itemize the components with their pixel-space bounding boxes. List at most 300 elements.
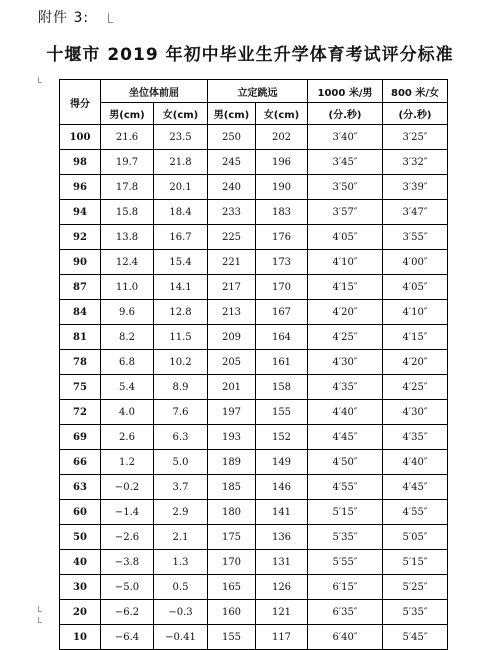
cell-value: 185 <box>221 481 242 493</box>
cell-value: 4′00″ <box>402 256 428 268</box>
sit-reach-header: 坐位体前屈 <box>101 80 208 103</box>
score-cell <box>60 400 101 425</box>
cell-value: 175 <box>221 531 242 543</box>
cell-value: 100 <box>69 131 91 143</box>
table-row <box>60 450 448 475</box>
run-1000-cell <box>308 200 383 225</box>
cell-value: 176 <box>271 231 292 243</box>
cell-value: 4′15″ <box>332 281 358 293</box>
cell-value: 167 <box>271 306 292 318</box>
cell-value: 155 <box>221 631 242 643</box>
table-row <box>60 625 448 650</box>
score-cell <box>60 375 101 400</box>
cell-value: 4′10″ <box>332 256 358 268</box>
cell-value: 201 <box>221 381 242 393</box>
run-1000-cell <box>308 225 383 250</box>
long-jump-female-cell <box>256 475 308 500</box>
long-jump-male-cell <box>208 300 256 325</box>
sit-reach-female-cell <box>154 200 208 225</box>
cell-value: 117 <box>271 631 292 643</box>
table-row <box>60 175 448 200</box>
long-jump-male-cell <box>208 400 256 425</box>
cell-value: 126 <box>271 581 292 593</box>
cell-value: 6.3 <box>172 431 189 443</box>
cell-value: 217 <box>221 281 242 293</box>
cell-value: 213 <box>221 306 242 318</box>
run-800-cell <box>383 125 448 150</box>
run-1000-cell <box>308 250 383 275</box>
score-cell <box>60 575 101 600</box>
long-jump-male-cell <box>208 375 256 400</box>
run-800-cell <box>383 250 448 275</box>
cell-value: 92 <box>73 231 87 243</box>
cell-value: 23.5 <box>169 131 192 143</box>
cell-value: 17.8 <box>115 181 139 193</box>
cell-value: 63 <box>73 481 87 493</box>
long-jump-header: 立定跳远 <box>208 80 308 103</box>
long-jump-male-cell <box>208 625 256 650</box>
run-800-cell <box>383 375 448 400</box>
sit-reach-female-cell <box>154 575 208 600</box>
cell-value: 4′15″ <box>402 331 428 343</box>
run-800-cell <box>383 575 448 600</box>
sit-reach-female-cell <box>154 325 208 350</box>
long-jump-female-header: 女(cm) <box>256 103 308 125</box>
cell-value: 0.5 <box>172 581 189 593</box>
long-jump-female-cell <box>256 275 308 300</box>
run-800-cell <box>383 600 448 625</box>
cell-value: 21.6 <box>115 131 139 143</box>
sit-reach-male-cell <box>101 150 154 175</box>
table-row <box>60 250 448 275</box>
cell-value: 6′35″ <box>332 606 358 618</box>
cell-value: 6.8 <box>119 356 135 368</box>
cell-value: 4′20″ <box>332 306 358 318</box>
cell-value: 21.8 <box>169 156 192 168</box>
sit-reach-female-cell <box>154 250 208 275</box>
long-jump-female-cell <box>256 150 308 175</box>
cell-value: 4′45″ <box>402 481 428 493</box>
cell-value: 20 <box>73 606 87 618</box>
cell-value: 131 <box>271 556 292 568</box>
cell-value: 158 <box>271 381 292 393</box>
long-jump-female-cell <box>256 300 308 325</box>
cell-value: 14.1 <box>169 281 192 293</box>
cell-value: 190 <box>271 181 292 193</box>
cell-value: 155 <box>271 406 292 418</box>
cell-value: 16.7 <box>169 231 192 243</box>
sit-reach-male-cell <box>101 325 154 350</box>
sit-reach-female-cell <box>154 475 208 500</box>
cell-value: 4′35″ <box>402 431 428 443</box>
sit-reach-female-cell <box>154 550 208 575</box>
cell-value: 4′30″ <box>332 356 358 368</box>
cell-value: 78 <box>73 356 87 368</box>
attachment-label: 附件 3: <box>38 10 90 26</box>
cell-value: −1.4 <box>114 506 140 518</box>
cell-value: 4′25″ <box>332 331 358 343</box>
sit-reach-male-cell <box>101 300 154 325</box>
sit-reach-female-cell <box>154 600 208 625</box>
score-cell <box>60 475 101 500</box>
score-cell <box>60 275 101 300</box>
cell-value: 8.2 <box>119 331 135 343</box>
cell-value: 94 <box>73 206 87 218</box>
table-row <box>60 500 448 525</box>
sit-reach-male-cell <box>101 175 154 200</box>
cell-value: 4′55″ <box>402 506 428 518</box>
cell-value: 98 <box>73 156 87 168</box>
sit-reach-female-cell <box>154 525 208 550</box>
long-jump-male-cell <box>208 175 256 200</box>
run-1000-cell <box>308 375 383 400</box>
cell-value: 121 <box>271 606 292 618</box>
cell-value: 161 <box>271 356 292 368</box>
table-row <box>60 600 448 625</box>
cell-value: 18.4 <box>169 206 192 218</box>
long-jump-male-cell <box>208 600 256 625</box>
cell-value: 197 <box>221 406 242 418</box>
long-jump-male-cell <box>208 575 256 600</box>
cell-value: −0.41 <box>165 631 196 643</box>
run-800-cell <box>383 325 448 350</box>
paragraph-mark <box>38 606 42 612</box>
cell-value: 146 <box>271 481 292 493</box>
long-jump-male-cell <box>208 500 256 525</box>
score-cell <box>60 175 101 200</box>
run-1000-cell <box>308 525 383 550</box>
score-cell <box>60 450 101 475</box>
run-1000-cell <box>308 575 383 600</box>
sit-reach-female-cell <box>154 300 208 325</box>
cell-value: 3.7 <box>172 481 189 493</box>
cell-value: 3′50″ <box>332 181 358 193</box>
cell-value: 5′55″ <box>332 556 358 568</box>
cell-value: 4′55″ <box>332 481 358 493</box>
cell-value: 10.2 <box>169 356 192 368</box>
table-row <box>60 575 448 600</box>
cell-value: 193 <box>221 431 242 443</box>
long-jump-male-cell <box>208 525 256 550</box>
cell-value: 221 <box>221 256 242 268</box>
cell-value: 6′15″ <box>332 581 358 593</box>
run-800-cell <box>383 475 448 500</box>
run-800-cell <box>383 350 448 375</box>
cell-value: 66 <box>73 456 87 468</box>
sit-reach-female-cell <box>154 625 208 650</box>
table-row <box>60 125 448 150</box>
cell-value: 2.1 <box>172 531 189 543</box>
score-cell <box>60 225 101 250</box>
cell-value: 6′40″ <box>332 631 358 643</box>
sit-reach-female-cell <box>154 150 208 175</box>
cell-value: 96 <box>73 181 87 193</box>
score-cell <box>60 325 101 350</box>
cell-value: 225 <box>221 231 242 243</box>
long-jump-female-cell <box>256 250 308 275</box>
cell-value: 149 <box>271 456 292 468</box>
run-800-cell <box>383 150 448 175</box>
run-1000-cell <box>308 325 383 350</box>
long-jump-male-cell <box>208 550 256 575</box>
cell-value: 20.1 <box>169 181 192 193</box>
long-jump-female-cell <box>256 125 308 150</box>
score-cell <box>60 525 101 550</box>
cell-value: 5′35″ <box>332 531 358 543</box>
table-row <box>60 200 448 225</box>
cell-value: 183 <box>271 206 292 218</box>
sit-reach-female-cell <box>154 275 208 300</box>
score-cell <box>60 250 101 275</box>
long-jump-female-cell <box>256 175 308 200</box>
cell-value: 170 <box>221 556 242 568</box>
cell-value: 5′45″ <box>402 631 428 643</box>
table-row <box>60 350 448 375</box>
run-800-cell <box>383 525 448 550</box>
sit-reach-female-cell <box>154 350 208 375</box>
score-table-body <box>60 125 448 650</box>
long-jump-female-cell <box>256 375 308 400</box>
sit-reach-female-header: 女(cm) <box>154 103 208 125</box>
sit-reach-male-cell <box>101 350 154 375</box>
long-jump-male-cell <box>208 450 256 475</box>
cell-value: 4′40″ <box>332 406 358 418</box>
run-800-unit-header: (分.秒) <box>383 103 448 125</box>
run-800-cell <box>383 625 448 650</box>
cell-value: −0.2 <box>114 481 140 493</box>
sit-reach-female-cell <box>154 400 208 425</box>
cell-value: 87 <box>73 281 87 293</box>
cell-value: 12.8 <box>169 306 192 318</box>
cell-value: 3′25″ <box>402 131 428 143</box>
sit-reach-male-cell <box>101 550 154 575</box>
run-1000-cell <box>308 400 383 425</box>
cell-value: 3′40″ <box>332 131 358 143</box>
cell-value: −3.8 <box>114 556 140 568</box>
cell-value: 205 <box>221 356 242 368</box>
run-1000-unit-header: (分.秒) <box>308 103 383 125</box>
run-800-cell <box>383 450 448 475</box>
long-jump-female-cell <box>256 350 308 375</box>
table-row <box>60 400 448 425</box>
sit-reach-male-cell <box>101 575 154 600</box>
table-row <box>60 300 448 325</box>
sit-reach-male-cell <box>101 525 154 550</box>
cell-value: 170 <box>271 281 292 293</box>
long-jump-male-cell <box>208 325 256 350</box>
run-800-cell <box>383 275 448 300</box>
cell-value: 3′55″ <box>402 231 428 243</box>
sit-reach-male-cell <box>101 200 154 225</box>
sit-reach-male-header: 男(cm) <box>101 103 154 125</box>
run-800-cell <box>383 225 448 250</box>
run-1000-cell <box>308 150 383 175</box>
table-row <box>60 275 448 300</box>
table-row <box>60 550 448 575</box>
cell-value: 4′40″ <box>402 456 428 468</box>
run-1000-cell <box>308 475 383 500</box>
cell-value: 11.0 <box>115 281 139 293</box>
cell-value: 245 <box>221 156 242 168</box>
long-jump-male-cell <box>208 425 256 450</box>
sit-reach-female-cell <box>154 425 208 450</box>
run-1000-cell <box>308 300 383 325</box>
sit-reach-male-cell <box>101 250 154 275</box>
long-jump-male-cell <box>208 475 256 500</box>
run-800-cell <box>383 175 448 200</box>
cell-value: 1.2 <box>119 456 135 468</box>
run-800-cell <box>383 550 448 575</box>
score-cell <box>60 150 101 175</box>
cell-value: −6.2 <box>114 606 140 618</box>
cell-value: 4′45″ <box>332 431 358 443</box>
score-cell <box>60 350 101 375</box>
cell-value: 5′35″ <box>402 606 428 618</box>
score-cell <box>60 425 101 450</box>
long-jump-female-cell <box>256 450 308 475</box>
sit-reach-female-cell <box>154 500 208 525</box>
sit-reach-female-cell <box>154 225 208 250</box>
cell-value: 40 <box>73 556 87 568</box>
cell-value: 202 <box>271 131 292 143</box>
sit-reach-male-cell <box>101 425 154 450</box>
sit-reach-male-cell <box>101 625 154 650</box>
cell-value: 3′39″ <box>402 181 428 193</box>
run-800-cell <box>383 300 448 325</box>
run-1000-cell <box>308 175 383 200</box>
cell-value: 196 <box>271 156 292 168</box>
long-jump-male-cell <box>208 225 256 250</box>
table-row <box>60 525 448 550</box>
sit-reach-female-cell <box>154 175 208 200</box>
long-jump-male-cell <box>208 125 256 150</box>
long-jump-female-cell <box>256 600 308 625</box>
long-jump-male-cell <box>208 350 256 375</box>
run-1000-cell <box>308 125 383 150</box>
sit-reach-male-cell <box>101 450 154 475</box>
cell-value: 141 <box>271 506 292 518</box>
run-1000-header: 1000 米/男 <box>308 80 383 103</box>
cell-value: 180 <box>221 506 242 518</box>
long-jump-female-cell <box>256 325 308 350</box>
long-jump-male-cell <box>208 250 256 275</box>
long-jump-female-cell <box>256 225 308 250</box>
score-table <box>59 79 448 650</box>
long-jump-female-cell <box>256 400 308 425</box>
cell-value: −6.4 <box>114 631 140 643</box>
run-1000-cell <box>308 500 383 525</box>
long-jump-male-cell <box>208 275 256 300</box>
table-row <box>60 325 448 350</box>
cell-value: 165 <box>221 581 242 593</box>
sit-reach-male-cell <box>101 375 154 400</box>
cell-value: 5′25″ <box>402 581 428 593</box>
cell-value: 4′30″ <box>402 406 428 418</box>
cell-value: 12.4 <box>115 256 139 268</box>
run-1000-cell <box>308 450 383 475</box>
score-cell <box>60 625 101 650</box>
cell-value: 2.6 <box>119 431 135 443</box>
cell-value: 8.9 <box>172 381 189 393</box>
run-800-cell <box>383 400 448 425</box>
run-800-header: 800 米/女 <box>383 80 448 103</box>
cell-value: 240 <box>221 181 242 193</box>
cell-value: 250 <box>221 131 242 143</box>
table-row <box>60 225 448 250</box>
run-800-cell <box>383 200 448 225</box>
table-row <box>60 375 448 400</box>
sit-reach-male-cell <box>101 400 154 425</box>
long-jump-female-cell <box>256 575 308 600</box>
cell-value: 30 <box>73 581 87 593</box>
cell-value: 13.8 <box>115 231 139 243</box>
cell-value: 7.6 <box>172 406 189 418</box>
cell-value: −2.6 <box>114 531 140 543</box>
cell-value: 164 <box>271 331 292 343</box>
run-1000-cell <box>308 275 383 300</box>
cell-value: 15.8 <box>115 206 139 218</box>
cell-value: 69 <box>73 431 87 443</box>
score-cell <box>60 500 101 525</box>
score-header: 得分 <box>60 80 101 125</box>
sit-reach-male-cell <box>101 275 154 300</box>
table-row <box>60 475 448 500</box>
score-cell <box>60 300 101 325</box>
cell-value: 10 <box>73 631 87 643</box>
sit-reach-male-cell <box>101 475 154 500</box>
cell-value: 75 <box>73 381 87 393</box>
page-title: 十堰市 2019 年初中毕业生升学体育考试评分标准 <box>46 45 454 65</box>
run-1000-cell <box>308 550 383 575</box>
sit-reach-female-cell <box>154 375 208 400</box>
sit-reach-female-cell <box>154 450 208 475</box>
run-1000-cell <box>308 625 383 650</box>
run-800-cell <box>383 500 448 525</box>
table-row <box>60 425 448 450</box>
cell-value: 5′15″ <box>402 556 428 568</box>
cell-value: 50 <box>73 531 87 543</box>
cell-value: −5.0 <box>114 581 140 593</box>
cell-value: 3′45″ <box>332 156 358 168</box>
cell-value: 3′47″ <box>402 206 428 218</box>
sit-reach-male-cell <box>101 125 154 150</box>
long-jump-female-cell <box>256 425 308 450</box>
cell-value: 11.5 <box>169 331 192 343</box>
sit-reach-male-cell <box>101 500 154 525</box>
cell-value: 4′05″ <box>332 231 358 243</box>
cell-value: 152 <box>271 431 292 443</box>
cell-value: 81 <box>73 331 87 343</box>
cell-value: 4′25″ <box>402 381 428 393</box>
cell-value: 84 <box>73 306 87 318</box>
cell-value: 4′20″ <box>402 356 428 368</box>
cell-value: 160 <box>221 606 242 618</box>
cell-value: 72 <box>73 406 87 418</box>
cell-value: 3′32″ <box>402 156 428 168</box>
long-jump-male-cell <box>208 200 256 225</box>
sit-reach-male-cell <box>101 600 154 625</box>
score-cell <box>60 550 101 575</box>
paragraph-mark <box>38 77 42 83</box>
cell-value: 5.4 <box>119 381 135 393</box>
cell-value: 189 <box>221 456 242 468</box>
formatting-mark <box>108 13 113 23</box>
cell-value: 4′05″ <box>402 281 428 293</box>
cell-value: −0.3 <box>168 606 193 618</box>
sit-reach-male-cell <box>101 225 154 250</box>
cell-value: 60 <box>73 506 87 518</box>
cell-value: 5′05″ <box>402 531 428 543</box>
